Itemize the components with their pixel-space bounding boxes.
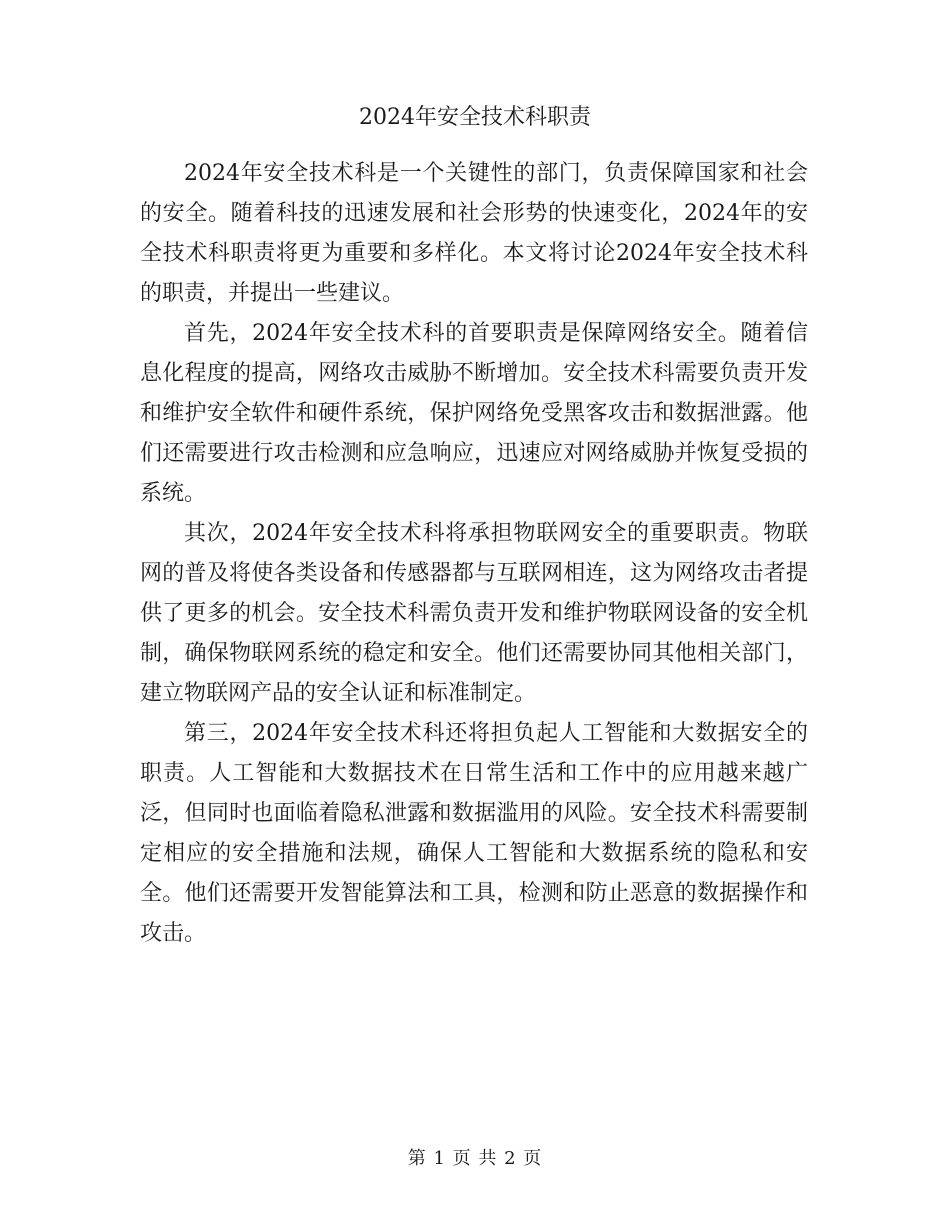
page-title: 2024年安全技术科职责 bbox=[359, 105, 591, 130]
page-number-footer: 第 1 页 共 2 页 bbox=[407, 1148, 543, 1169]
paragraph-ai-bigdata-security: 第三，2024年安全技术科还将担负起人工智能和大数据安全的职责。人工智能和大数据技术在日常生活和工作中的应用越来越广泛，但同时也面临着隐私泄露和数据滥用的风险。安全技术科需要制定相应的安全措施和法规，确保人工智能和大数据系统的隐私和安全。他们还需要开发智能算法和工具，检测和防止恶意的数据操作和攻击。 bbox=[140, 721, 808, 946]
paragraph-iot-security: 其次，2024年安全技术科将承担物联网安全的重要职责。物联网的普及将使各类设备和传感器都与互联网相连，这为网络攻击者提供了更多的机会。安全技术科需负责开发和维护物联网设备的安全机制，确保物联网系统的稳定和安全。他们还需要协同其他相关部门，建立物联网产品的安全认证和标准制定。 bbox=[140, 521, 808, 706]
document-body bbox=[140, 154, 808, 954]
paragraph-intro: 2024年安全技术科是一个关键性的部门，负责保障国家和社会的安全。随着科技的迅速发展和社会形势的快速变化，2024年的安全技术科职责将更为重要和多样化。本文将讨论2024年安全技术科的职责，并提出一些建议。 bbox=[140, 161, 808, 306]
paragraph-network-security: 首先，2024年安全技术科的首要职责是保障网络安全。随着信息化程度的提高，网络攻击威胁不断增加。安全技术科需要负责开发和维护安全软件和硬件系统，保护网络免受黑客攻击和数据泄露。他们还需要进行攻击检测和应急响应，迅速应对网络威胁并恢复受损的系统。 bbox=[140, 321, 808, 506]
